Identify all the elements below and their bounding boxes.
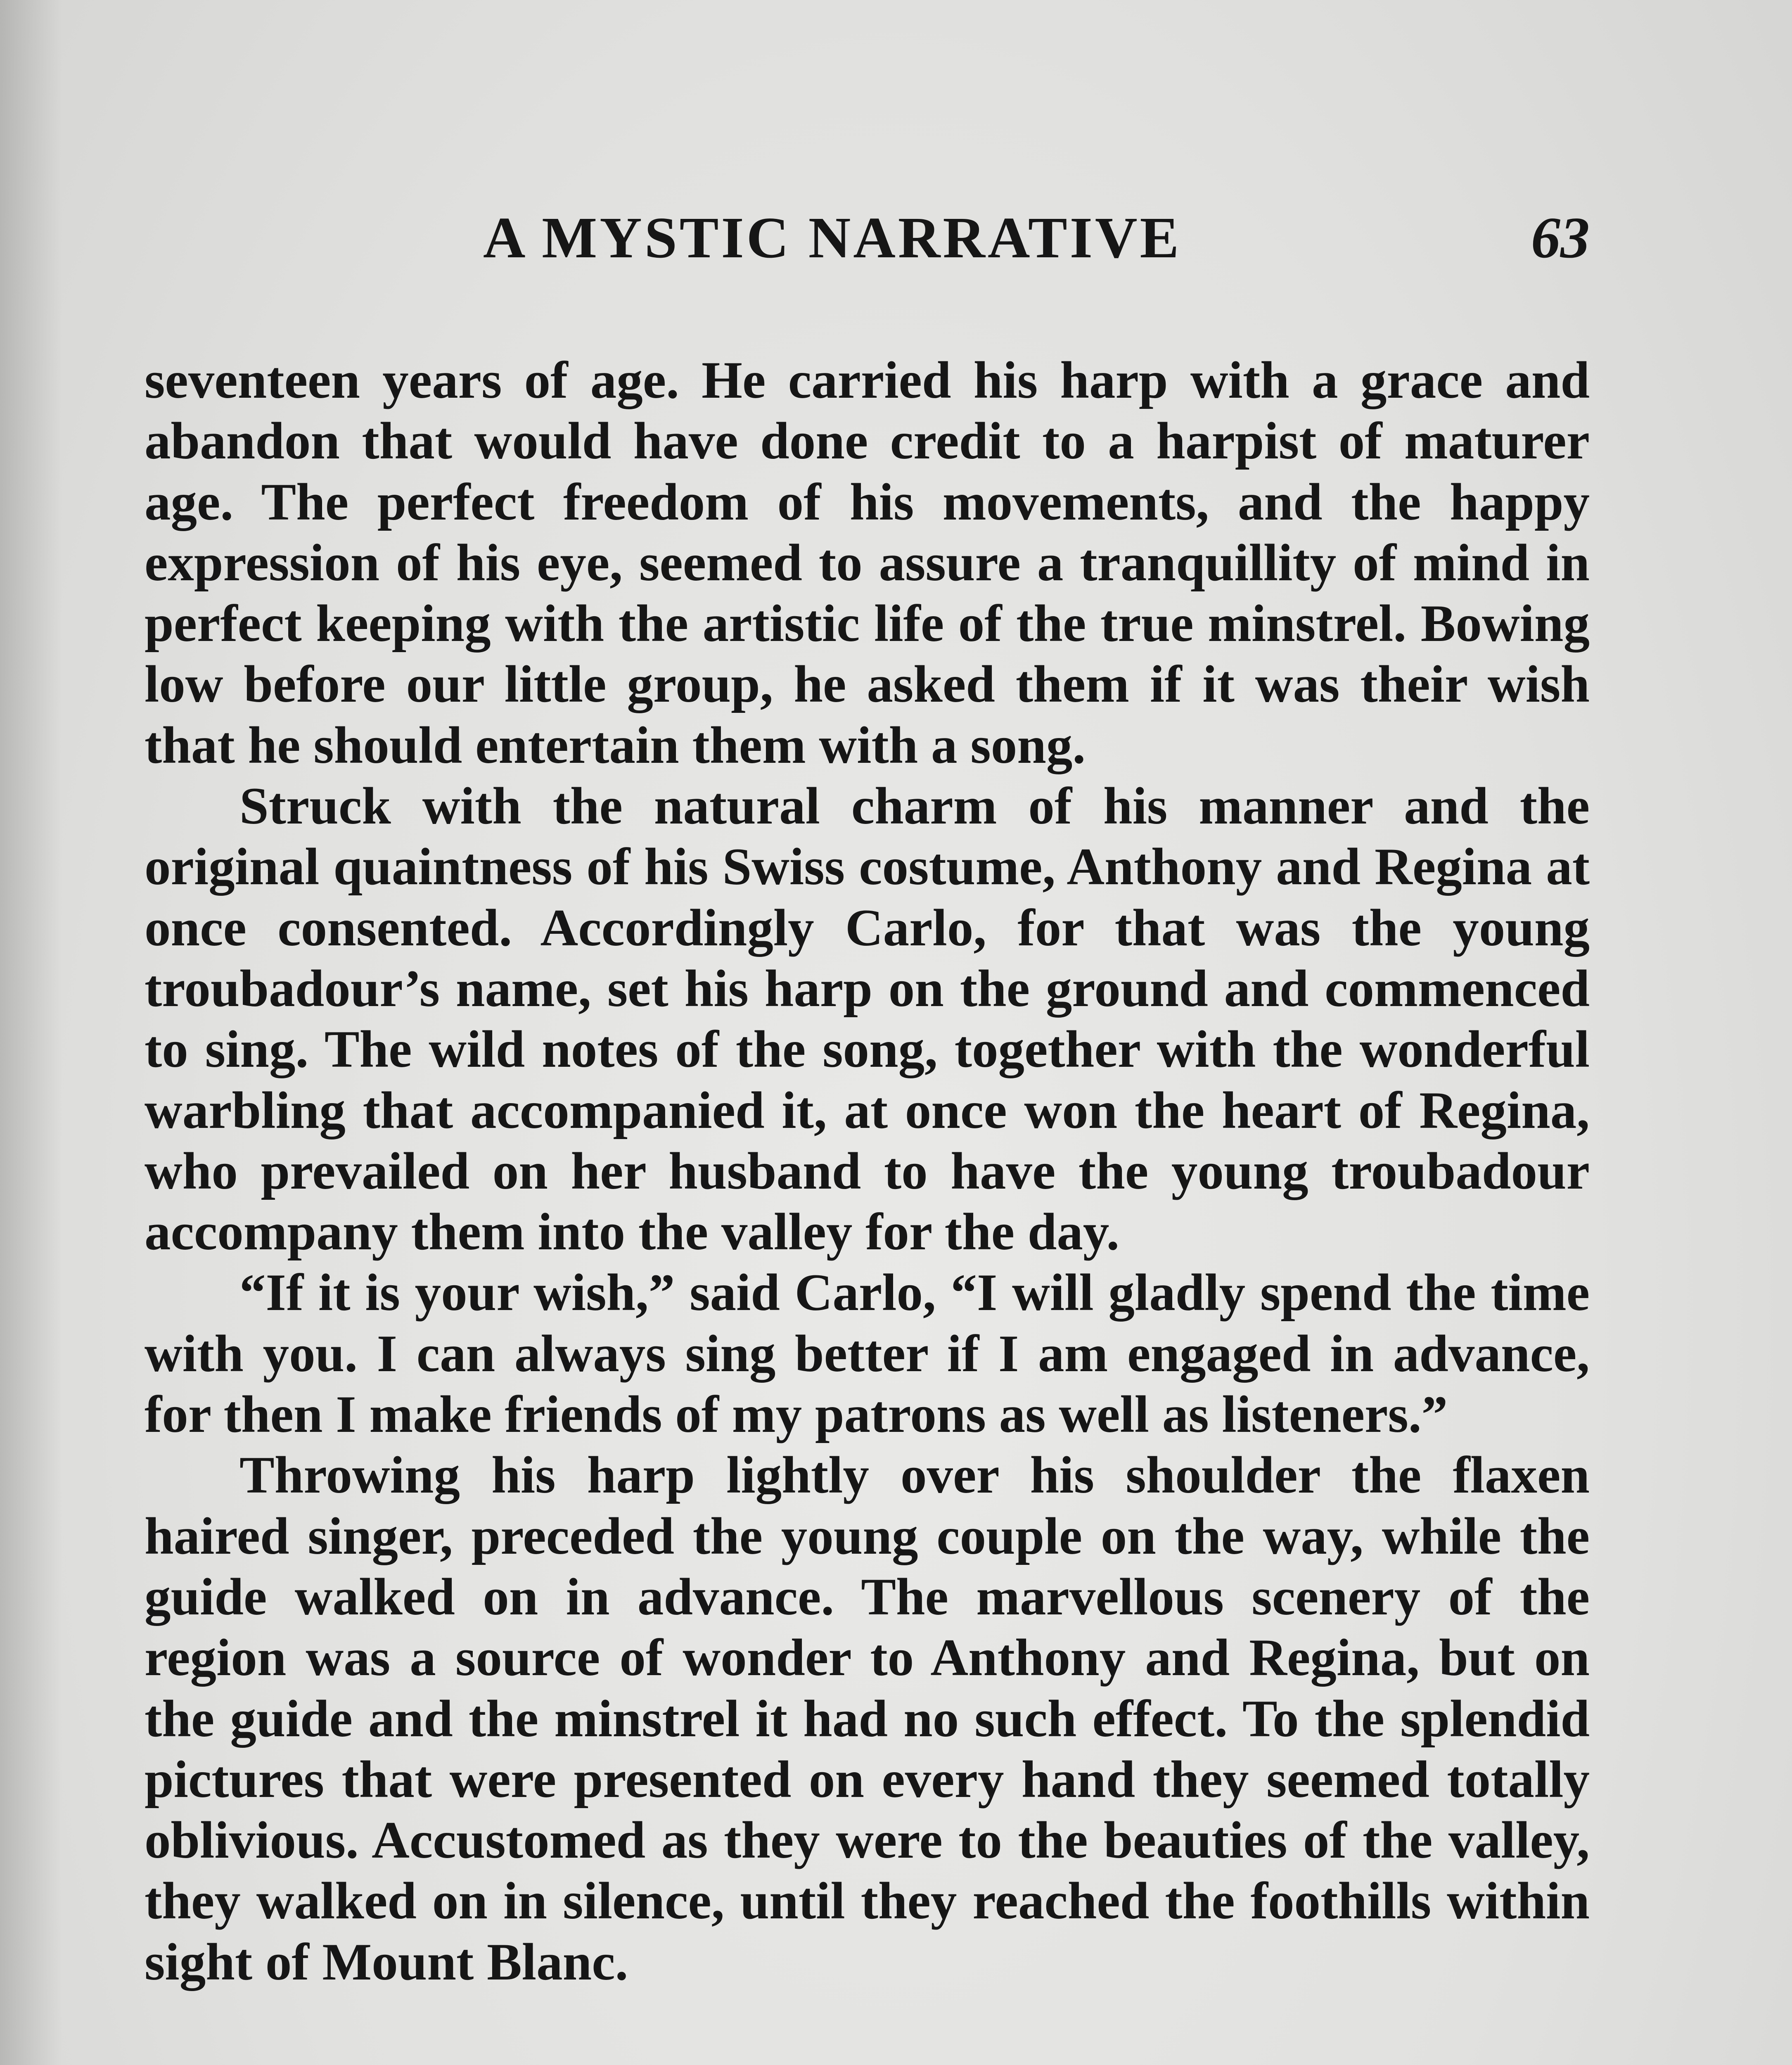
paragraph-3: “If it is your wish,” said Carlo, “I will gladly spend the time with you. I can always sing better if I am engaged in advance, for then I make friends of my patrons as well as listeners.” xyxy=(145,1264,1590,1444)
binding-shadow xyxy=(0,0,62,2065)
paragraph-1: seventeen years of age. He carried his harp with a grace and abandon that would have done credit to a harpist of maturer age. The perfect freedom of his movements, and the happy expression of his eye, seemed to assure a tranquillity of mind in perfect keeping with the artistic life of the true minstrel. Bowing low before our little group, he asked them if it was their wish that he should entertain them with a song. xyxy=(145,351,1590,774)
running-head xyxy=(145,202,1590,273)
running-title: A MYSTIC NARRATIVE xyxy=(483,205,1182,270)
paragraph-2: Struck with the natural charm of his manner and the original quaintness of his Swiss costume, Anthony and Regina at once consented. Accordingly Carlo, for that was the young troubadour’s name, set his harp on the ground and commenced to sing. The wild notes of the song, together with the wonderful warbling that accompanied it, at once won the heart of Regina, who prevailed on her husband to have the young troubadour accompany them into the valley for the day. xyxy=(145,777,1590,1261)
body-text xyxy=(145,350,1590,1993)
paragraph-4: Throwing his harp lightly over his shoulder the flaxen haired singer, preceded the young couple on the way, while the guide walked on in advance. The marvellous scenery of the region was a source of wonder to Anthony and Regina, but on the guide and the minstrel it had no such effect. To the splendid pictures that were presented on every hand they seemed totally oblivious. Accustomed as they were to the beauties of the valley, they walked on in silence, until they reached the foothills within sight of Mount Blanc. xyxy=(145,1446,1590,1991)
page-number: 63 xyxy=(1531,205,1590,270)
